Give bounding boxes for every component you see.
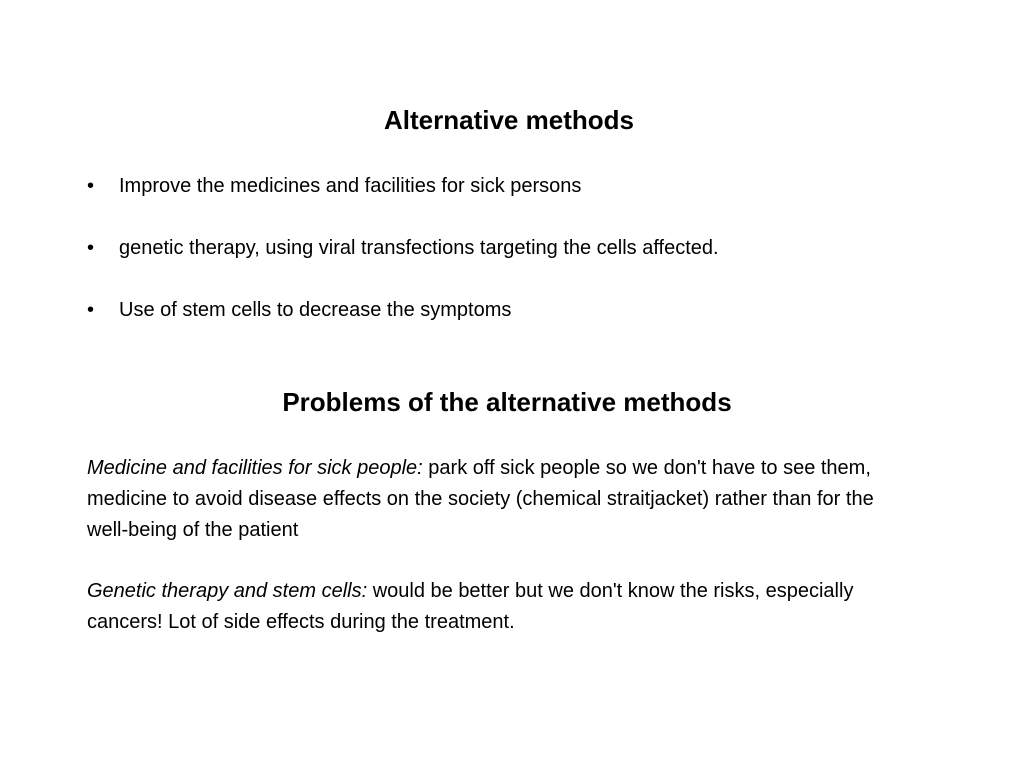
list-item [87, 294, 947, 356]
paragraph-text: park off sick people so we don't have to see them, medicine to avoid disease effects on the society (chemical straitjacket) rather than for the well-being of the patient [87, 457, 874, 541]
list-item-text: Improve the medicines and facilities for sick persons [119, 175, 582, 197]
bullet-icon: • [87, 237, 95, 259]
bullet-icon: • [87, 175, 95, 197]
alternative-methods-list [87, 170, 947, 356]
problem-paragraph-medicine [87, 453, 917, 546]
section-title-alternative-methods: Alternative methods [384, 105, 634, 135]
list-item-text: genetic therapy, using viral transfections targeting the cells affected. [119, 237, 719, 259]
list-item [87, 232, 947, 294]
paragraph-lead: Medicine and facilities for sick people: [87, 457, 423, 479]
paragraph-lead: Genetic therapy and stem cells: [87, 580, 368, 602]
bullet-icon: • [87, 299, 95, 321]
section-title-problems: Problems of the alternative methods [282, 387, 732, 417]
list-item [87, 170, 947, 232]
paragraph-text: would be better but we don't know the risks, especially cancers! Lot of side effects during the treatment. [87, 580, 854, 633]
list-item-text: Use of stem cells to decrease the symptoms [119, 299, 512, 321]
problem-paragraph-genetic [87, 576, 917, 638]
